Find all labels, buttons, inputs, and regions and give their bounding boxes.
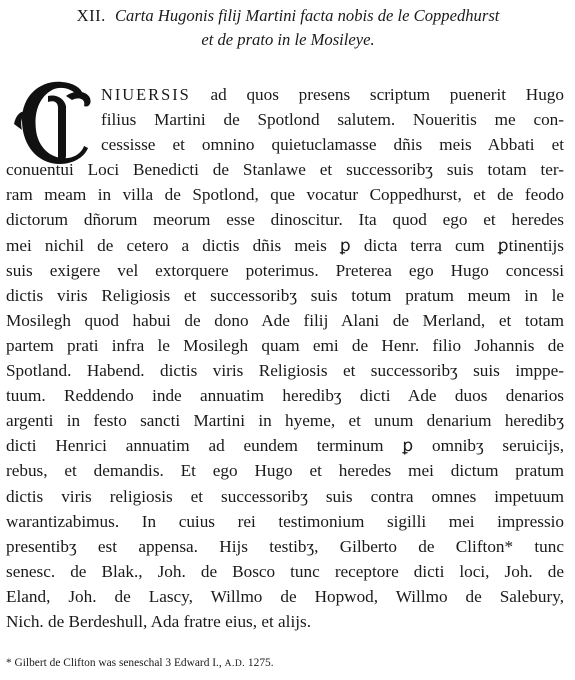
footnote [6,655,566,672]
footnote-era: A.D. [224,659,246,669]
charter-line-11: partem prati infra le Mosilegh quam emi de Henr. filio Johannis de [6,335,564,355]
decorated-initial-letter [8,74,94,166]
charter-line-18: warantizabimus. In cuius rei testimonium sigilli mei impressio [6,511,564,531]
charter-line-9: dictis viris Religiosis et successoribʒ suis totum pratum meum in le [6,285,564,305]
charter-line-14: argenti in festo sancti Martini in hyeme, et unum denarium heredibʒ [6,411,564,431]
charter-title-line-2: et de prato in le Mosileye. [201,30,375,49]
charter-line-20: senesc. de Blak., Joh. de Bosco tunc receptore dicti loci, Joh. de [6,561,564,581]
charter-line-8: suis exigere vel extorquere poterimus. Preterea ego Hugo concessi [6,260,564,280]
charter-line-1-text: ad quos presens scriptum puenerit Hugo [190,85,564,104]
charter-line-19: presentibʒ est appensa. Hijs testibʒ, Gilberto de Clifton* tunc [6,536,564,556]
charter-line-6: dictorum dñorum meorum esse dinoscitur. Ita quod ego et heredes [6,210,564,230]
footnote-text: * Gilbert de Clifton was seneschal 3 Edward I., [6,657,225,669]
charter-line-17: dictis viris religiosis et successoribʒ suis contra omnes impetuum [6,486,564,506]
charter-line-22: Nich. de Berdeshull, Ada fratre eius, et alijs. [6,611,311,631]
charter-line-5: ram meam in villa de Spotlond, que vocatur Coppedhurst, et de feodo [6,185,564,205]
charter-line-13: tuum. Reddendo inde annuatim heredibʒ dicti Ade duos denarios [6,386,564,406]
charter-title-line-1: Carta Hugonis filij Martini facta nobis de le Coppedhurst [114,6,500,25]
charter-line-10: Mosilegh quod habui de dono Ade filij Alani de Merland, et totam [6,310,564,330]
charter-line-1 [101,82,564,107]
charter-number: XII. [76,6,106,25]
charter-line-2: filius Martini de Spotlond salutem. Noueritis me con- [101,110,564,130]
initial-letter-text [6,82,7,83]
charter-heading [14,4,562,52]
charter-line-16: rebus, et demandis. Et ego Hugo et heredes mei dictum pratum [6,461,564,481]
charter-line-12: Spotland. Habend. dictis viris Religiosis et successoribʒ suis imppe- [6,361,564,381]
charter-line-15: dicti Henrici annuatim ad eundem terminum ꝑ omnibʒ seruicijs, [6,436,564,456]
charter-line-7: mei nichil de cetero a dictis dñis meis ꝑ dicta terra cum ꝑtinentijs [6,235,564,255]
charter-text [6,82,564,634]
charter-line-3: cessisse et omnino quietuclamasse dñis meis Abbati et [101,135,564,155]
charter-line-4: conuentui Loci Benedicti de Stanlawe et successoribʒ suis totam ter- [6,160,564,180]
charter-line-21: Eland, Joh. de Lascy, Willmo de Hopwod, Willmo de Salebury, [6,586,564,606]
footnote-year: 1275. [245,657,274,669]
opening-word-rest: NIUERSIS [101,85,191,104]
heading-line-1 [14,4,562,28]
